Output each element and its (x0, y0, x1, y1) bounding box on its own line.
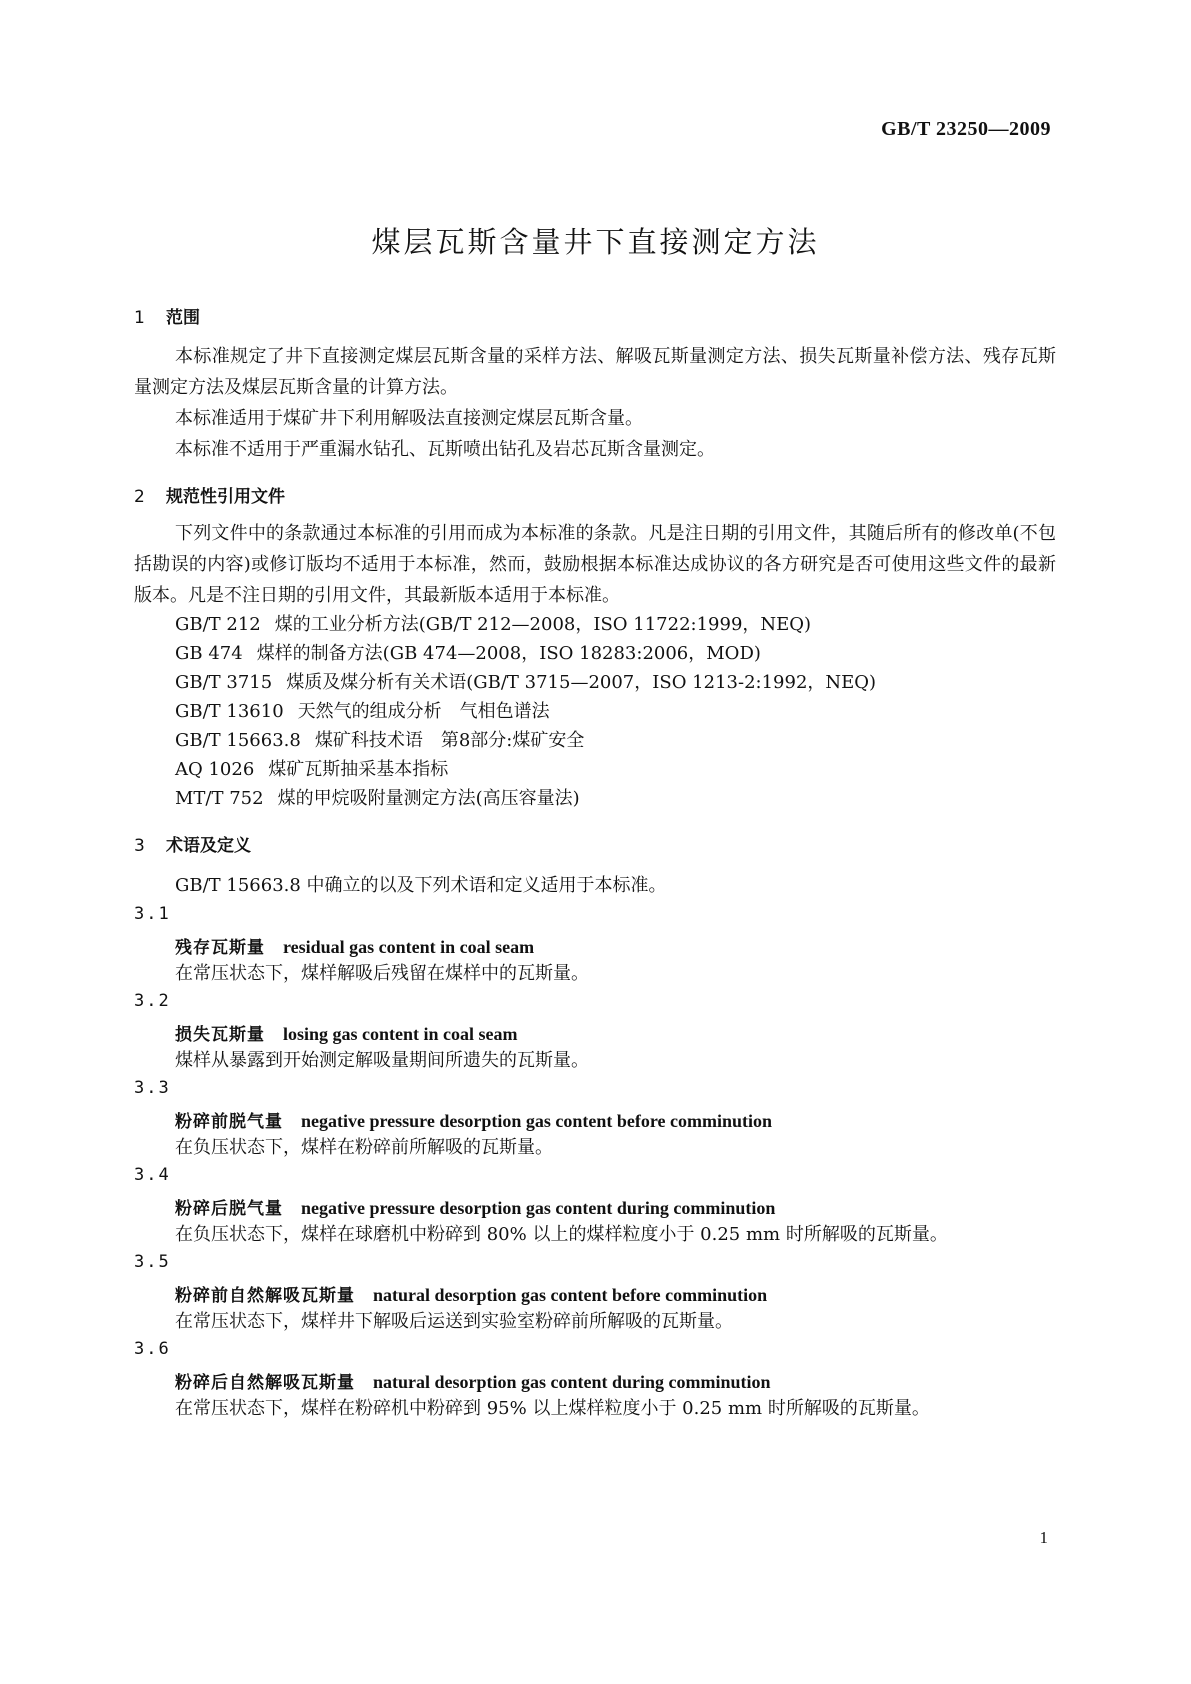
term-name-en: losing gas content in coal seam (283, 1024, 518, 1044)
term-name-cn: 粉碎前脱气量 (175, 1112, 283, 1132)
term-name-en: natural desorption gas content during comminution (373, 1372, 771, 1392)
ref-item (175, 784, 580, 810)
term-number: 3.6 (134, 1339, 171, 1359)
term-name (175, 1368, 771, 1393)
term-name-cn: 粉碎前自然解吸瓦斯量 (175, 1286, 355, 1306)
ref-title: 煤矿瓦斯抽采基本指标 (268, 759, 449, 780)
section-number: 3 (134, 836, 145, 856)
term-definition: 在负压状态下，煤样在粉碎前所解吸的瓦斯量。 (175, 1137, 553, 1158)
ref-title: 煤的工业分析方法(GB/T 212—2008，ISO 11722:1999，NEQ) (274, 614, 812, 635)
section-title: 范围 (166, 308, 200, 328)
ref-title: 煤的甲烷吸附量测定方法(高压容量法) (277, 788, 580, 809)
section-title: 术语及定义 (166, 836, 251, 856)
terms-intro: GB/T 15663.8 中确立的以及下列术语和定义适用于本标准。 (175, 875, 667, 896)
term-name-cn: 粉碎后脱气量 (175, 1199, 283, 1219)
ref-code: MT/T 752 (175, 788, 264, 809)
term-name-en: negative pressure desorption gas content during comminution (301, 1198, 776, 1218)
term-number: 3.2 (134, 991, 171, 1011)
section-heading-scope (134, 303, 200, 328)
ref-code: GB/T 3715 (175, 672, 273, 693)
scope-paragraph: 本标准规定了井下直接测定煤层瓦斯含量的采样方法、解吸瓦斯量测定方法、损失瓦斯量补偿方法、残存瓦斯量测定方法及煤层瓦斯含量的计算方法。 (134, 346, 1056, 398)
term-name (175, 1107, 772, 1132)
page-number: 1 (1039, 1528, 1048, 1547)
ref-title: 煤矿科技术语 第8部分:煤矿安全 (314, 730, 585, 751)
section-heading-refs (134, 482, 285, 507)
term-number: 3.5 (134, 1252, 171, 1272)
section-title: 规范性引用文件 (166, 487, 285, 507)
term-name-en: natural desorption gas content before comminution (373, 1285, 768, 1305)
term-definition: 在常压状态下，煤样井下解吸后运送到实验室粉碎前所解吸的瓦斯量。 (175, 1311, 733, 1332)
term-name (175, 933, 534, 958)
ref-item (175, 610, 811, 636)
ref-title: 煤样的制备方法(GB 474—2008，ISO 18283:2006，MOD) (256, 643, 761, 664)
term-name-cn: 粉碎后自然解吸瓦斯量 (175, 1373, 355, 1393)
section-number: 2 (134, 487, 145, 507)
ref-code: AQ 1026 (175, 759, 255, 780)
refs-intro: 下列文件中的条款通过本标准的引用而成为本标准的条款。凡是注日期的引用文件，其随后所有的修改单(不包括勘误的内容)或修订版均不适用于本标准，然而，鼓励根据本标准达成协议的各方研究是否可使用这些文件的最新版本。凡是不注日期的引用文件，其最新版本适用于本标准。 (134, 523, 1056, 606)
term-definition: 在负压状态下，煤样在球磨机中粉碎到 80% 以上的煤样粒度小于 0.25 mm 时所解吸的瓦斯量。 (175, 1224, 948, 1245)
term-name-cn: 残存瓦斯量 (175, 938, 265, 958)
ref-item (175, 755, 448, 781)
term-number: 3.4 (134, 1165, 171, 1185)
ref-code: GB/T 13610 (175, 701, 284, 722)
ref-item (175, 726, 584, 752)
ref-code: GB/T 212 (175, 614, 261, 635)
scope-paragraph: 本标准不适用于严重漏水钻孔、瓦斯喷出钻孔及岩芯瓦斯含量测定。 (175, 439, 715, 460)
section-number: 1 (134, 308, 145, 328)
term-number: 3.3 (134, 1078, 171, 1098)
ref-title: 天然气的组成分析 气相色谱法 (297, 701, 550, 722)
term-name (175, 1281, 767, 1306)
ref-code: GB/T 15663.8 (175, 730, 301, 751)
ref-item (175, 639, 761, 665)
ref-item (175, 697, 550, 723)
section-heading-terms (134, 831, 251, 856)
term-name-cn: 损失瓦斯量 (175, 1025, 265, 1045)
term-name-en: residual gas content in coal seam (283, 937, 535, 957)
term-definition: 煤样从暴露到开始测定解吸量期间所遗失的瓦斯量。 (175, 1050, 589, 1071)
ref-item (175, 668, 876, 694)
ref-title: 煤质及煤分析有关术语(GB/T 3715—2007，ISO 1213-2:1992，NEQ) (286, 672, 877, 693)
term-name (175, 1194, 775, 1219)
term-definition: 在常压状态下，煤样在粉碎机中粉碎到 95% 以上煤样粒度小于 0.25 mm 时所解吸的瓦斯量。 (175, 1398, 930, 1419)
term-number: 3.1 (134, 904, 171, 924)
ref-code: GB 474 (175, 643, 243, 664)
scope-paragraph: 本标准适用于煤矿井下利用解吸法直接测定煤层瓦斯含量。 (175, 408, 643, 429)
term-name (175, 1020, 518, 1045)
term-name-en: negative pressure desorption gas content before comminution (301, 1111, 772, 1131)
document-code: GB/T 23250—2009 (881, 118, 1051, 140)
page-title: 煤层瓦斯含量井下直接测定方法 (371, 225, 820, 259)
term-definition: 在常压状态下，煤样解吸后残留在煤样中的瓦斯量。 (175, 963, 589, 984)
